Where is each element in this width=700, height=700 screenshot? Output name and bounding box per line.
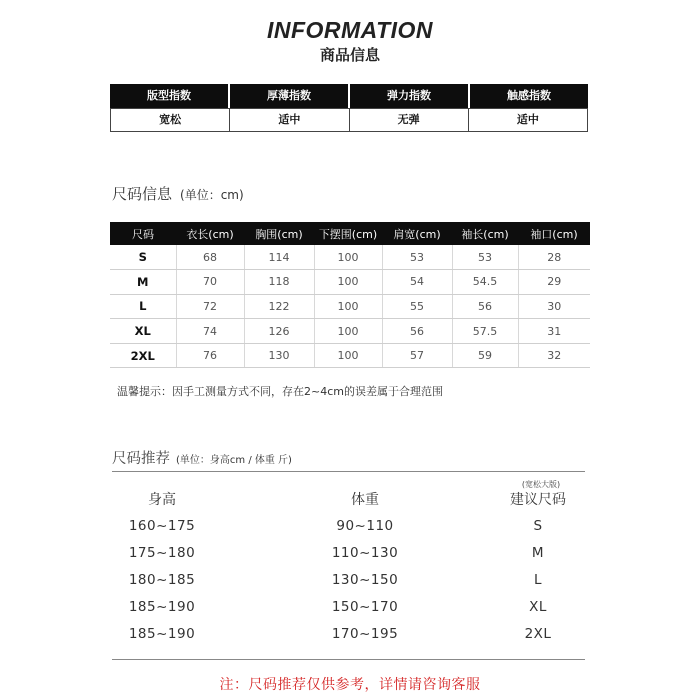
list-item (0, 545, 700, 565)
size-label: M (110, 270, 176, 295)
table-cell: 100 (314, 245, 382, 270)
recommend-size: M (531, 545, 545, 561)
recommend-weight: 170~195 (331, 626, 399, 642)
page-title: INFORMATION (266, 17, 434, 43)
measurement-note: 温馨提示：因手工测量方式不同，存在2~4cm的误差属于合理范围 (117, 385, 443, 398)
table-cell: 68 (176, 245, 244, 270)
table-cell: 100 (314, 343, 382, 368)
table-cell: 118 (244, 270, 314, 295)
table-row (110, 343, 590, 368)
table-cell: 130 (244, 343, 314, 368)
recommend-weight: 150~170 (331, 599, 399, 615)
size-col-cuff: 袖口(cm) (518, 222, 590, 245)
divider (112, 659, 585, 660)
list-item (0, 518, 700, 538)
table-cell: 70 (176, 270, 244, 295)
recommend-weight: 130~150 (331, 572, 399, 588)
list-item (0, 626, 700, 646)
size-recommend-title: 尺码推荐 (112, 451, 170, 467)
table-row (110, 245, 590, 270)
attribute-header-touch: 触感指数 (468, 84, 588, 108)
recommend-size: L (533, 572, 543, 588)
attribute-table (110, 84, 588, 132)
attribute-header-fit: 版型指数 (110, 84, 228, 108)
recommend-weight: 90~110 (336, 518, 394, 534)
recommend-height: 160~175 (128, 518, 196, 534)
table-cell: 28 (518, 245, 590, 270)
fit-tag: (宽松大版) (521, 480, 561, 489)
table-cell: 56 (452, 294, 518, 319)
recommend-height: 180~185 (128, 572, 196, 588)
attribute-header-elasticity: 弹力指数 (348, 84, 468, 108)
list-item (0, 572, 700, 592)
table-cell: 32 (518, 343, 590, 368)
table-cell: 31 (518, 319, 590, 344)
size-table (110, 222, 590, 368)
size-col-shoulder: 肩宽(cm) (382, 222, 452, 245)
recommend-weight: 110~130 (331, 545, 399, 561)
table-cell: 57.5 (452, 319, 518, 344)
size-table-header (110, 222, 590, 245)
recommend-size: S (533, 518, 543, 534)
table-cell: 54.5 (452, 270, 518, 295)
size-label: S (110, 245, 176, 270)
size-label: XL (110, 319, 176, 344)
size-recommend-heading (112, 447, 292, 468)
size-col-chest: 胸围(cm) (244, 222, 314, 245)
recommend-height: 175~180 (128, 545, 196, 561)
table-cell: 59 (452, 343, 518, 368)
recommend-height: 185~190 (128, 599, 196, 615)
size-label: 2XL (110, 343, 176, 368)
table-cell: 76 (176, 343, 244, 368)
table-cell: 114 (244, 245, 314, 270)
size-recommend-unit: (单位：身高cm / 体重 斤) (176, 455, 292, 466)
table-cell: 74 (176, 319, 244, 344)
attribute-value-touch: 适中 (469, 108, 588, 132)
size-col-size: 尺码 (110, 222, 176, 245)
attribute-value-fit: 宽松 (110, 108, 230, 132)
size-info-title: 尺码信息 (112, 185, 173, 203)
attribute-value-row (110, 108, 588, 132)
table-cell: 122 (244, 294, 314, 319)
size-info-unit: (单位：cm) (180, 188, 244, 202)
table-cell: 100 (314, 270, 382, 295)
table-cell: 57 (382, 343, 452, 368)
page-subtitle: 商品信息 (319, 46, 380, 64)
recommend-height: 185~190 (128, 626, 196, 642)
table-row (110, 319, 590, 344)
table-cell: 29 (518, 270, 590, 295)
table-row (110, 294, 590, 319)
size-label: L (110, 294, 176, 319)
table-cell: 100 (314, 319, 382, 344)
table-cell: 72 (176, 294, 244, 319)
table-cell: 53 (382, 245, 452, 270)
attribute-header-thickness: 厚薄指数 (228, 84, 348, 108)
attribute-header-row (110, 84, 588, 108)
divider (112, 471, 585, 472)
footer-note: 注：尺码推荐仅供参考，详情请咨询客服 (219, 677, 481, 693)
table-cell: 100 (314, 294, 382, 319)
size-col-length: 衣长(cm) (176, 222, 244, 245)
table-cell: 30 (518, 294, 590, 319)
table-cell: 126 (244, 319, 314, 344)
table-cell: 53 (452, 245, 518, 270)
attribute-value-thickness: 适中 (230, 108, 349, 132)
recommend-col-size: 建议尺码 (510, 492, 566, 508)
recommend-size: 2XL (524, 626, 552, 642)
table-cell: 54 (382, 270, 452, 295)
table-row (110, 270, 590, 295)
size-col-hem: 下摆围(cm) (314, 222, 382, 245)
size-info-heading (112, 183, 244, 204)
table-cell: 55 (382, 294, 452, 319)
recommend-col-weight: 体重 (351, 492, 379, 508)
table-cell: 56 (382, 319, 452, 344)
recommend-size: XL (529, 599, 547, 615)
list-item (0, 599, 700, 619)
recommend-col-height: 身高 (148, 492, 176, 508)
size-col-sleeve: 袖长(cm) (452, 222, 518, 245)
attribute-value-elasticity: 无弹 (350, 108, 469, 132)
